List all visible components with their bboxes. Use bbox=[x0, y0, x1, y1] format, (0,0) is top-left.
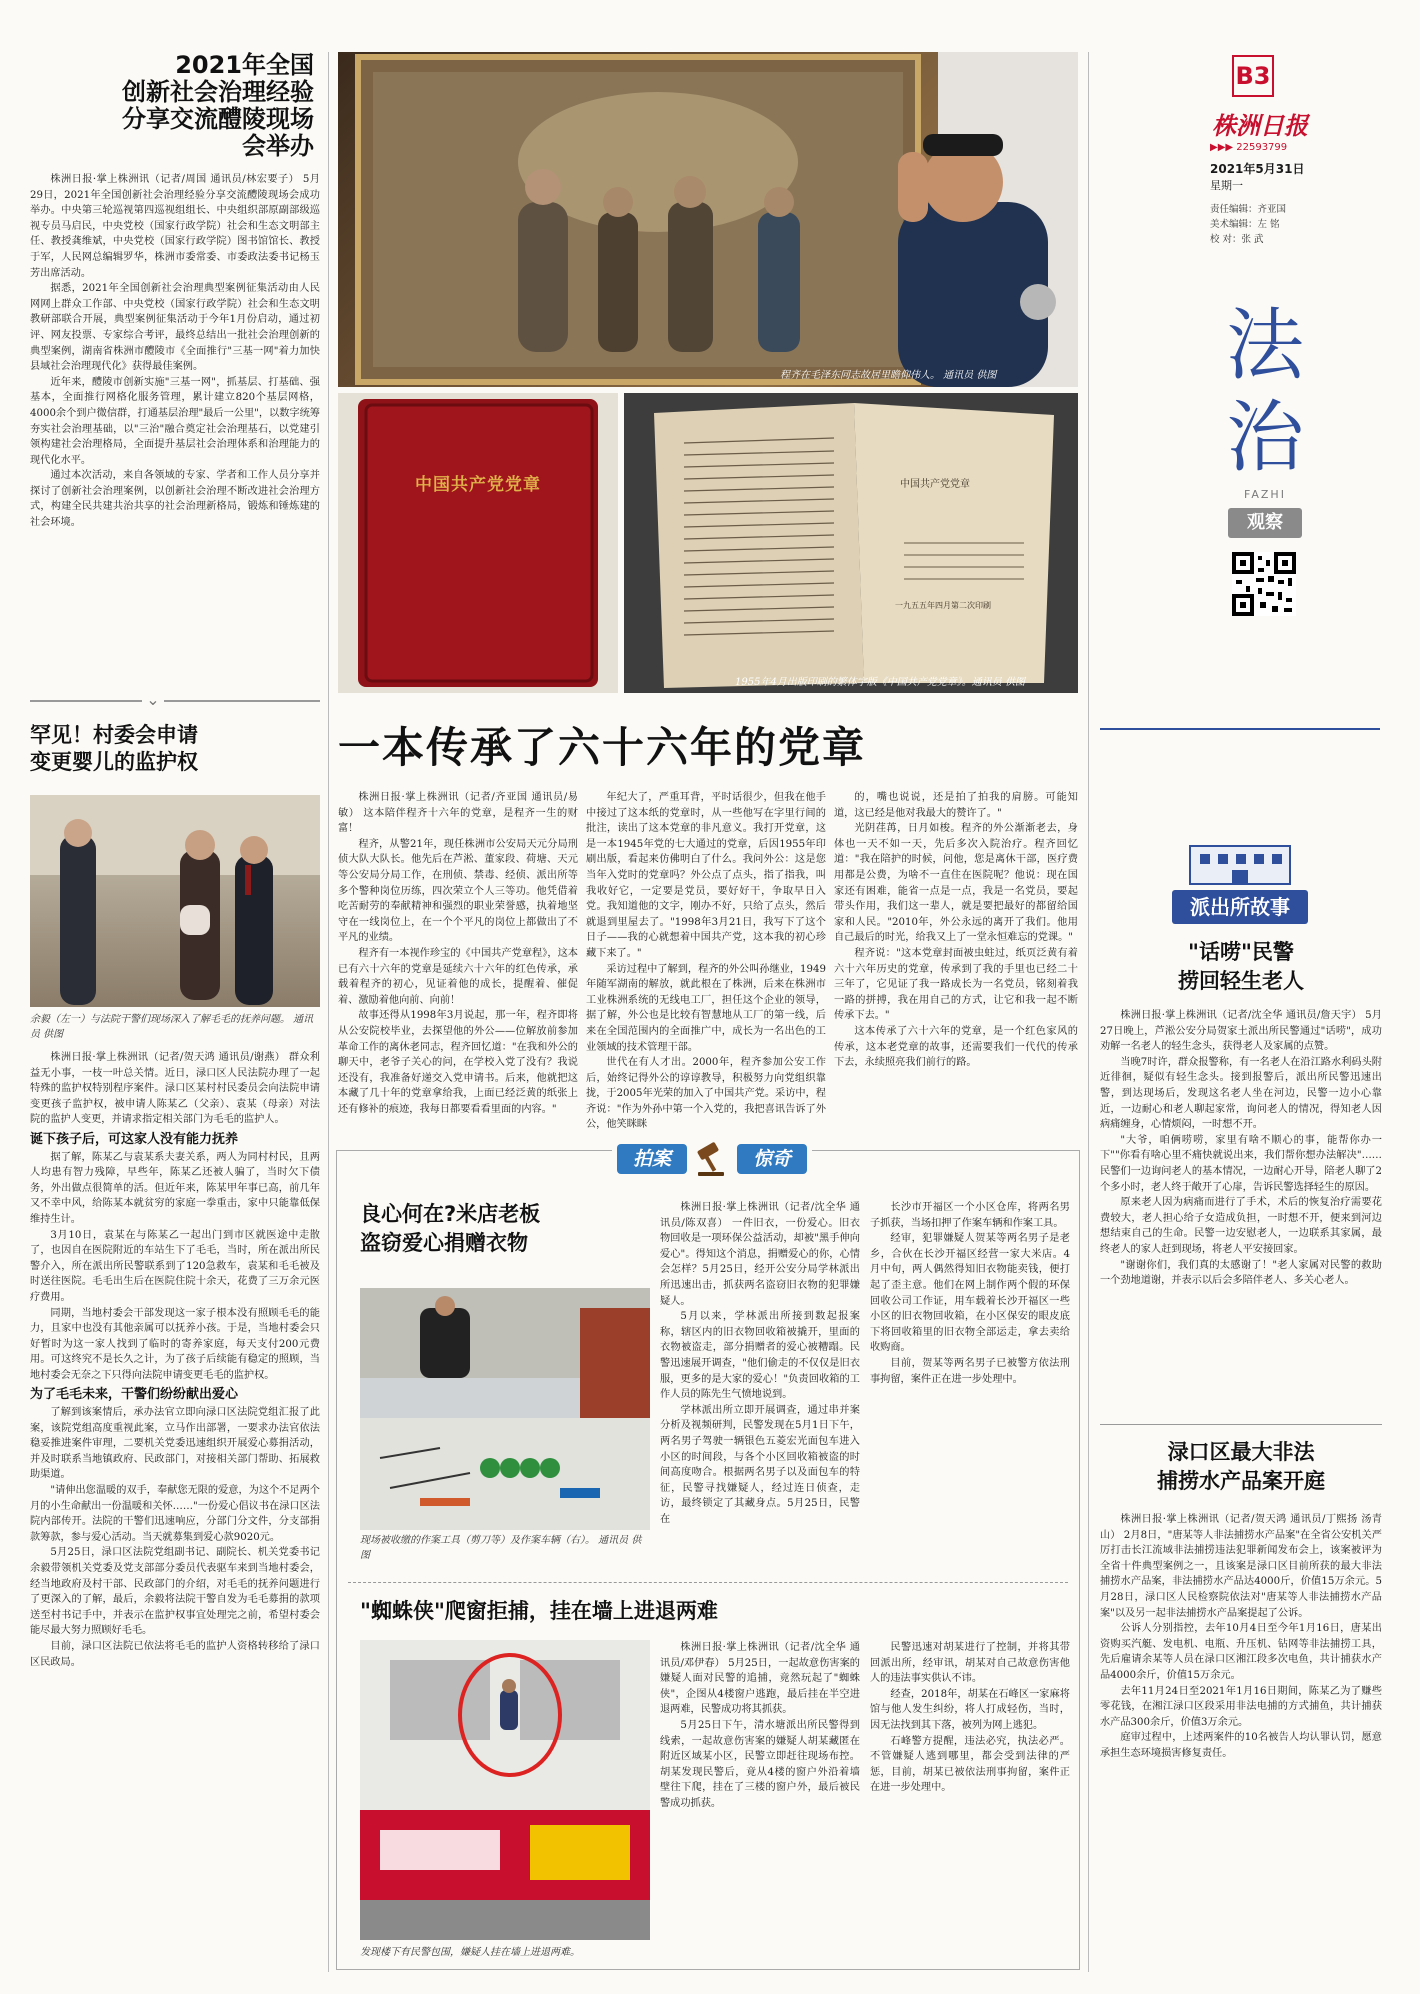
station-icon bbox=[1150, 838, 1330, 888]
bottom-article2-caption: 发现楼下有民警包围，嫌疑人挂在墙上进退两难。 bbox=[360, 1947, 580, 1958]
main-col1: 株洲日报·掌上株洲讯（记者/齐亚国 通讯员/易敏） 这本陪伴程齐十六年的党章，是程齐一生的财富！ 程齐，从警21年，现任株洲市公安局天元分局刑侦大队大队长。他先后在芦淞、董家段、荷塘、天元等公安局分局工作，在刑侦、禁毒、经侦、派出所等多个警种岗位历练，四次荣立个人三等功。他凭借着吃苦耐劳的奉献精神和强烈的职业荣誉感，执着地坚守在一线岗位上，在一个个平凡的岗位上都做出了不平凡的业绩。 程齐有一本视作珍宝的《中国共产党章程》，这本已有六十六年的党章是延续六十六年的红色传承，承载着程齐的初心，见证着他的成长，提醒着、催促着、激励着他向前、向前！ 故事还得从1998年3月说起，那一年，程齐即将从公安院校毕业，去探望他的外公——位解放前参加革命工作的离休老同志，程齐回忆道："在我和外公的聊天中，老爷子关心的问，在学校入党了没有？我说还没有，我准备好递交入党申请书。后来，他就把这本藏了几十年的党章拿给我，上面已经泛黄的纸张上还有修补的痕迹，我每日都要看看里面的内容。" bbox=[338, 792, 578, 1115]
main-headline: 一本传承了六十六年的党章 bbox=[338, 723, 867, 772]
book-cover-title: 中国共产党党章 bbox=[415, 475, 541, 495]
photo3-caption: 1955年4月出版印刷的繁体字版《中国共产党党章》。通讯员 供图 bbox=[735, 677, 1025, 688]
column-rule bbox=[328, 52, 329, 1972]
party-book-pages-photo bbox=[624, 393, 1078, 693]
right-article2-title: 渌口区最大非法 捕捞水产品案开庭 bbox=[1157, 1440, 1325, 1493]
party-book-cover-photo bbox=[338, 393, 618, 693]
qr-code-icon[interactable] bbox=[1232, 552, 1296, 616]
weekday: 星期一 bbox=[1210, 179, 1243, 191]
main-col3: 的，嘴也说说，还是拍了拍我的肩膀。可能知道，这已经是他对我最大的赞许了。" 光阴荏苒，日月如梭。程齐的外公渐渐老去，身体也一天不如一天，先后多次入院治疗。程齐回忆道："我在陪护的时候，问他，您是离休干部，医疗费用都是公费，为啥不一直住在医院呢？他说：现在国家还有困难，能省一点是一点，我是一名党员，要起带头作用，我们这一辈人，就是要把最好的都留给国家和人民。"2010年，外公永远的离开了我们。他用自己最后的时光，给我又上了一堂永恒难忘的党课。" 程齐说："这本党章封面被虫蛀过，纸页泛黄有着六十六年历史的党章，传承到了我的手里也已经二十三年了，它见证了我一路成长为一名党员，铭刻着我一路的拼搏，我在用自己的方式，让它和我一起不断传承下去。" 这本传承了六十六年的党章，是一个红色家风的传承，这本老党章的故事，还需要我们一代代的传承下去，永续照亮我们前行的路。 bbox=[834, 792, 1078, 1069]
article2-title: 罕见！村委会申请 变更婴儿的监护权 bbox=[30, 723, 198, 774]
editor-credits: 责任编辑：齐亚国 美术编辑：左 铭 校 对：张 武 bbox=[1210, 204, 1287, 245]
bottom-article1-col2: 长沙市开福区一个小区仓库，将两名男子抓获，当场扣押了作案车辆和作案工具。 经审，犯罪嫌疑人贺某等两名男子是老乡，合伙在长沙开福区经营一家大米店。4月中旬，两人偶然得知旧衣物能卖钱，便打起了歪主意。他们在网上制作两个假的环保回收公司工作证，用车载着长沙开福区一些小区的旧衣物回收箱，在小区保安的眼皮底下将回收箱里的旧衣物全部运走，拿去卖给收购商。 目前，贺某等两名男子已被警方依法刑事拘留，案件正在进一步处理中。 bbox=[870, 1202, 1070, 1385]
bottom-article1-col1: 株洲日报·掌上株洲讯（记者/沈全华 通讯员/陈双喜） 一件旧衣，一份爱心。旧衣物回收是一项环保公益活动，却被"黑手伸向爱心"。得知这个消息，捐赠爱心的你，心情会怎样？5月25日，经开公安分局学林派出所迅速出击，抓获两名盗窃旧衣物的犯罪嫌疑人。 5月以来，学林派出所接到数起报案称，辖区内的旧衣物回收箱被撬开，里面的衣物被盗走，部分捐赠者的爱心被糟蹋。民警迅速展开调查，"他们偷走的不仅仅是旧衣服，更多的是大家的爱心！"负责回收箱的工作人员的陈先生气愤地说到。 学林派出所立即开展调查，通过串并案分析及视频研判，民警发现在5月1日下午，两名男子驾驶一辆银色五菱宏光面包车进入小区的时间段，与各个小区回收箱被盗的时间高度吻合。根据两名男子以及面包车的特征，民警寻找嫌疑人，经过连日侦查，走访，最终锁定了其藏身点。5月25日，民警在 bbox=[660, 1202, 860, 1525]
divider bbox=[30, 700, 320, 702]
bottom-article2-col1: 株洲日报·掌上株洲讯（记者/沈全华 通讯员/邓伊春） 5月25日，一起故意伤害案的嫌疑人面对民警的追捕，竟然玩起了"蜘蛛侠"，企图从4楼窗户逃跑，最后挂在半空进退两难，民警成功将其抓获。 5月25日下午，清水塘派出所民警得到线索，一起故意伤害案的嫌疑人胡某藏匿在附近区域某小区，民警立即赶往现场布控。胡某发现民警后，竟从4楼的窗户外沿着墙壁往下爬，挂在了三楼的窗户外，最后被民警成功抓获。 bbox=[660, 1642, 860, 1809]
play-icon: ▶▶▶ bbox=[1210, 142, 1237, 153]
article1-title: 2021年全国 创新社会治理经验 分享交流醴陵现场 会举办 bbox=[122, 52, 314, 160]
photo1-caption: 程齐在毛泽东同志故居里瞻仰伟人。 通讯员 供图 bbox=[780, 370, 997, 381]
section-char-2: 治 bbox=[1225, 393, 1304, 483]
spiderman-photo bbox=[360, 1640, 650, 1940]
banner-left: 拍案 bbox=[617, 1144, 687, 1174]
section-pinyin: FAZHI bbox=[1244, 488, 1286, 501]
mao-residence-photo bbox=[338, 52, 1078, 387]
article2-body: 株洲日报·掌上株洲讯（记者/贺天鸿 通讯员/谢燕） 群众利益无小事，一枝一叶总关情。近日，渌口区人民法院办理了一起特殊的监护权特别程序案件。渌口区某村村民委员会向法院申请变更孩子监护权，被申请人陈某乙（父亲）、袁某（母亲）对法院的监护人变更，并请求指定相关部门为毛毛的监护人。 诞下孩子后，可这家人没有能力抚养 据了解，陈某乙与袁某系夫妻关系，两人为同村村民，且两人均患有智力残障，早些年，陈某乙还被人骗了，当时欠下债务，外出做点很简单的活。但近年来，陈某甲年事已高，前几年又不幸中风，给陈某本就贫穷的家庭一拳重击，家中只能靠低保维持生计。 3月10日，袁某在与陈某乙一起出门到市区就医途中走散了，也因自在医院附近的车站生下了毛毛，当时，所在派出所民警介入，所在派出所民警联系到了120急救车，袁某和毛毛被及时送往医院。毛毛出生后在医院住院十余天，花费了三万余元医疗费用。 同期，当地村委会干部发现这一家子根本没有照顾毛毛的能力，且家中也没有其他亲属可以抚养小孩。于是，当地村委会只好暂时为这一家人找到了临时的寄养家庭，每天支付200元费用。可这终究不是长久之计，为了孩子后续能有稳定的照顾，当地村委会无奈之下只得向法院申请变更毛毛的监护权。 为了毛毛未来，干警们纷纷献出爱心 了解到该案情后，承办法官立即向渌口区法院党组汇报了此案，该院党组高度重视此案，立马作出部署，一要求办法官依法稳妥推进案件审理，二要机关党委迅速组织开展爱心募捐活动，并及时联系当地镇政府、民政部门，对接相关部门帮助、拓展救助渠道。 "请伸出您温暖的双手，奉献您无限的爱意，为这个不足两个月的小生命献出一份温暖和关怀……"一份爱心倡议书在渌口区法院内部传开。法院的干警们迅速响应，分部门分文件，分支部捐款筹款，参与爱心活动。当天就募集到爱心款9020元。 5月25日，渌口区法院党组副书记、副院长、机关党委书记余毅带领机关党委及党支部部分委员代表驱车来到当地村委会，经当地政府及村干部、民政部门的介绍，对毛毛的抚养问题进行了更深入的了解，最后，余毅将法院干警自发为毛毛募捐的款项送至村书记手中，并表示在监护权事宜处理完之前，希望村委会能尽最大努力照顾好毛毛。 目前，渌口区法院已依法将毛毛的监护人资格转移给了渌口区民政局。 bbox=[30, 1052, 320, 1668]
right-article1-body: 株洲日报·掌上株洲讯（记者/沈全华 通讯员/詹天宇） 5月27日晚上，芦淞公安分局贺家土派出所民警通过"话唠"，成功劝解一名老人的轻生念头，获得老人及家属的点赞。 当晚7时许，群众报警称，有一名老人在沿江路水利码头附近徘徊，疑似有轻生念头。接到报警后，派出所民警迅速出警，到达现场后，发现这名老人坐在河边，民警一边小心靠近，一边耐心和老人聊起家常，询问老人的情况，得知老人因病痛缠身，心情烦闷，一时想不开。 "大爷，咱俩唠唠，家里有啥不顺心的事，能帮你办一下""你看有啥心里不痛快就说出来，我们帮你想办法解决"……民警们一边询问老人的基本情况，一边耐心开导，陪老人聊了2个多小时，老人终于敞开了心扉，告诉民警选择轻生的原因。 原来老人因为病痛而进行了手术，术后的恢复治疗需要花费较大，老人担心给子女造成负担，一时想不开，便来到河边想结束自己的生命。民警一边安慰老人，一边联系其家属，最终老人的家人赶到现场，将老人平安接回家。 "谢谢你们，我们真的太感谢了！"老人家属对民警的救助一个劲地道谢，并表示以后会多陪伴老人、多关心老人。 bbox=[1100, 1010, 1382, 1287]
bottom-article2-title: "蜘蛛侠"爬窗拒捕，挂在墙上进退两难 bbox=[360, 1599, 718, 1623]
subheading: 诞下孩子后，可这家人没有能力抚养 bbox=[30, 1131, 239, 1147]
article2-caption: 余毅（左一）与法院干警们现场深入了解毛毛的抚养问题。 通讯员 供图 bbox=[30, 1014, 314, 1040]
chevron-down-icon: ⌄ bbox=[142, 690, 164, 712]
divider bbox=[348, 1582, 1068, 1583]
paper-logo: 株洲日报 bbox=[1212, 111, 1308, 140]
issue-date: 2021年5月31日 bbox=[1210, 162, 1305, 176]
right-article1-title: "话唠"民警 捞回轻生老人 bbox=[1178, 940, 1304, 993]
police-story-tag: 派出所故事 bbox=[1172, 890, 1308, 924]
banner-right: 惊奇 bbox=[737, 1144, 807, 1174]
main-col2: 年纪大了，严重耳背，平时话很少，但我在他手中接过了这本纸的党章时，从一些他写在字里行间的批注，读出了这本党章的非凡意义。我打开党章，这是一本1945年党的七大通过的党章，后因1955年印刷出版，看起来仿佛明白了什么。我问外公：这是您当年入党时的党章吗？外公点了点头，指了指我，叫我收好它，一定要是党员，要好好干，争取早日入党。我知道他的文字，刚办不好，只给了点头，然后就退到里屋去了。"1998年3月21日，我写下了这个日子——我的心就想着中国共产党，这本我的初心珍藏下来了。" 采访过程中了解到，程齐的外公叫孙继业，1949年随军湖南的解放，就此根在了株洲，后来在株洲市工业株洲系统的无线电工厂，担任这个企业的领导，据了解，外公也是比较有智慧地从工厂的第一线，后来在全国范围内的全面推广中，成长为一名出色的工业领域的技术管理干部。 世代在有人才出。2000年，程齐参加公安工作后，始终记得外公的谆谆教导，积极努力向党组织靠拢，于2005年光荣的加入了中国共产党。采访中，程齐说："作为外孙中第一个入党的，我把喜讯告诉了外公，他笑眯眯 bbox=[586, 792, 826, 1131]
page-text-title: 中国共产党党章 bbox=[900, 479, 970, 490]
divider bbox=[1100, 728, 1380, 758]
bottom-article1-caption: 现场被收缴的作案工具（剪刀等）及作案车辆（右）。 通讯员 供图 bbox=[360, 1535, 642, 1561]
divider bbox=[1100, 1424, 1382, 1425]
gavel-icon bbox=[694, 1140, 730, 1178]
page-number: B3 bbox=[1232, 55, 1274, 97]
bottom-article2-col2: 民警迅速对胡某进行了控制，并将其带回派出所，经审讯，胡某对自己故意伤害他人的违法事实供认不讳。 经查，2018年，胡某在石峰区一家麻将馆与他人发生纠纷，将人打成轻伤，当时，因无法找到其下落，被列为网上逃犯。 石峰警方提醒，违法必究，执法必严。不管嫌疑人逃到哪里，都会受到法律的严惩，目前，胡某已被依法刑事拘留，案件正在进一步处理中。 bbox=[870, 1642, 1070, 1794]
section-tag: 观察 bbox=[1228, 508, 1302, 538]
crime-tools-photo bbox=[360, 1288, 650, 1530]
banner bbox=[612, 1136, 812, 1182]
court-visit-photo bbox=[30, 795, 320, 1007]
right-article2-body: 株洲日报·掌上株洲讯（记者/贺天鸿 通讯员/丁熙扬 汤青山） 2月8日，"唐某等人非法捕捞水产品案"在全省公安机关严厉打击长江流域非法捕捞违法犯罪新闻发布会上，该案被评为全省十件典型案例之一，且该案是渌口区目前所获的最大非法捕捞水产品案，非法捕捞水产品达4000斤，价值15万余元。5月28日，渌口区人民检察院依法对"唐某等人非法捕捞水产品案"以及另一起非法捕捞水产品案提起了公诉。 公诉人分别指控，去年10月4日至今年1月16日，唐某出资购买汽艇、发电机、电瓶、升压机、钻网等非法捕捞工具，先后雇请余某等人员在渌口区湘江段多次电鱼，共计捕获水产品4000余斤，价值15万余元。 去年11月24日至2021年1月16日期间，陈某乙为了赚些零花钱，在湘江渌口区段采用非法电捕的方式捕鱼，共计捕获水产品300余斤，价值3万余元。 庭审过程中，上述两案件的10名被告人均认罪认罚，愿意承担生态环境损害修复责任。 bbox=[1100, 1514, 1382, 1759]
phone-number: ▶▶▶ 22593799 bbox=[1210, 142, 1288, 153]
page-text-edition: 一九五五年四月第二次印刷 bbox=[895, 601, 991, 610]
subheading: 为了毛毛未来，干警们纷纷献出爱心 bbox=[30, 1387, 239, 1403]
bottom-article1-title: 良心何在?米店老板 盗窃爱心捐赠衣物 bbox=[360, 1202, 541, 1255]
section-char-1: 法 bbox=[1225, 301, 1304, 391]
column-rule bbox=[1088, 52, 1089, 1972]
article1-body: 株洲日报·掌上株洲讯（记者/周国 通讯员/林宏要子） 5月29日，2021年全国创新社会治理经验分享交流醴陵现场会成功举办。中央第三轮巡视第四巡视组组长、中央组织部原副部级巡视专员马启民，中央党校（国家行政学院）社会和生态文明部主任、教授龚维斌，中央党校（国家行政学院）图书馆馆长、教授于军，人民网总编辑罗华，株洲市委常委、市委政法委书记杨玉芳出席活动。 据悉，2021年全国创新社会治理典型案例征集活动由人民网网上群众工作部、中央党校（国家行政学院）社会和生态文明教研部联合开展，典型案例征集活动于今年1月份启动，通过初评、网友投票、专家综合考评，最终总结出一批社会治理创新的典型案例，湖南省株洲市醴陵市《全面推行"三基一网"着力加快县域社会治理现代化》获得最佳案例。 近年来，醴陵市创新实施"三基一网"，抓基层、打基础、强基本，全面推行网格化服务管理，累计建立820个基层网格，4000余个到户微信群，打通基层治理"最后一公里"，以数字统筹夯实社会治理基础，以"三治"融合奠定社会治理基石，以党建引领构建社会治理格局，全面提升基层社会治理体系和治理能力的现代化水平。 通过本次活动，来自各领域的专家、学者和工作人员分享并探讨了创新社会治理案例，以创新社会治理不断改进社会治理方式，构建全民共建共治共享的社会治理新格局，锻炼和锤炼建的社会环境。 bbox=[30, 174, 320, 529]
